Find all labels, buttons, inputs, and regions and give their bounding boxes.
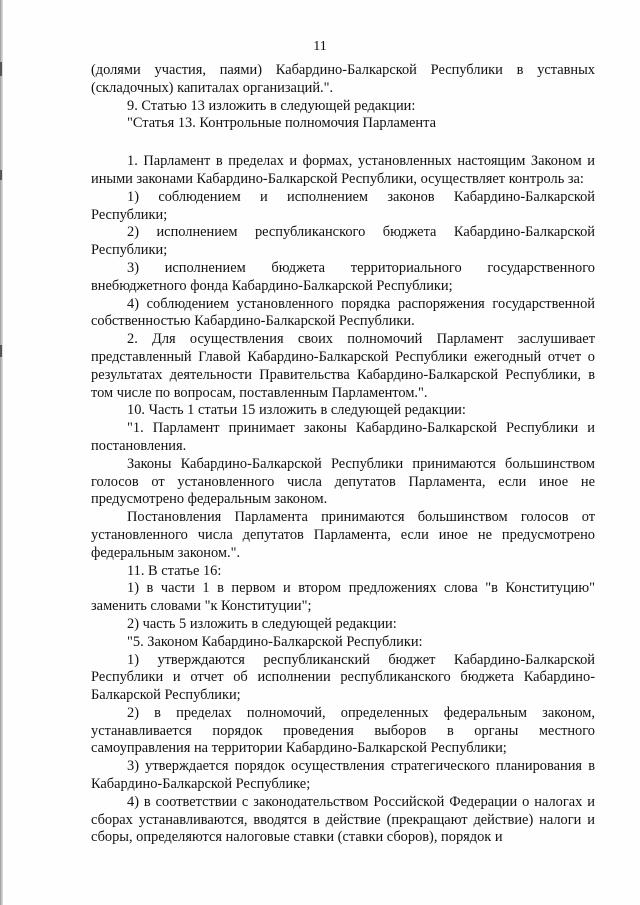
list-item: 3) исполнением бюджета территориального государственного внебюджетного фонда Кабардино-Балкарской Республики; <box>91 259 595 294</box>
paragraph: 9. Статью 13 изложить в следующей редакции: <box>127 97 416 114</box>
paragraph: 2. Для осуществления своих полномочий Парламент заслушивает представленный Главой Кабардино-Балкарской Республики ежегодный отчет о результатах деятельности Правительства Кабардино-Балкарской Республики, в том числе по вопросам, поставленным Парламентом.". <box>91 331 595 401</box>
paragraph: Постановления Парламента принимаются большинством голосов от установленного числа депутатов Парламента, если иное не предусмотрено федеральным законом.". <box>91 509 595 561</box>
list-item: 2) исполнением республиканского бюджета Кабардино-Балкарской Республики; <box>91 224 595 259</box>
list-item: 4) соблюдением установленного порядка распоряжения государственной собственностью Кабардино-Балкарской Республики. <box>91 295 595 330</box>
list-item: 1) утверждаются республиканский бюджет Кабардино-Балкарской Республики и отчет об исполнении республиканского бюджета Кабардино-Балкарской Республики; <box>91 651 595 704</box>
document-body <box>91 62 595 847</box>
list-item: 4) в соответствии с законодательством Российской Федерации о налогах и сборах устанавливаются, вводятся в действие (прекращают действие) налоги и сборы, определяются налоговые ставки (ставки сборов), порядок и <box>91 793 595 846</box>
list-item: 1) соблюдением и исполнением законов Кабардино-Балкарской Республики; <box>91 188 595 223</box>
paragraph: "1. Парламент принимает законы Кабардино-Балкарской Республики и постановления. <box>91 420 595 454</box>
paragraph: 10. Часть 1 статьи 15 изложить в следующей редакции: <box>127 402 466 419</box>
list-item: 1) в части 1 в первом и втором предложениях слова "в Конституцию" заменить словами "к Конституции"; <box>91 580 595 615</box>
paragraph: Законы Кабардино-Балкарской Республики принимаются большинством голосов от установленного числа депутатов Парламента, если иное не предусмотрено федеральным законом. <box>91 455 595 508</box>
paragraph: (долями участия, паями) Кабардино-Балкарской Республики в уставных (складочных) капиталах организаций.". <box>91 62 595 96</box>
page-number: 11 <box>313 39 327 54</box>
list-item: 2) часть 5 изложить в следующей редакции: <box>127 615 397 632</box>
binding-mark <box>0 62 2 76</box>
paragraph: "5. Законом Кабардино-Балкарской Республики: <box>127 633 423 650</box>
binding-mark <box>0 345 2 357</box>
article-heading: "Статья 13. Контрольные полномочия Парламента <box>127 115 436 132</box>
list-item: 2) в пределах полномочий, определенных федеральным законом, устанавливается порядок проведения выборов в органы местного самоуправления на территории Кабардино-Балкарской Республики; <box>91 704 595 757</box>
paragraph: 1. Парламент в пределах и формах, установленных настоящим Законом и иными законами Кабардино-Балкарской Республики, осуществляет контроль за: <box>91 153 595 187</box>
binding-mark <box>0 170 2 180</box>
page-edge-shadow <box>0 0 3 905</box>
paragraph: 11. В статье 16: <box>127 562 222 579</box>
list-item: 3) утверждается порядок осуществления стратегического планирования в Кабардино-Балкарской Республике; <box>91 758 595 793</box>
